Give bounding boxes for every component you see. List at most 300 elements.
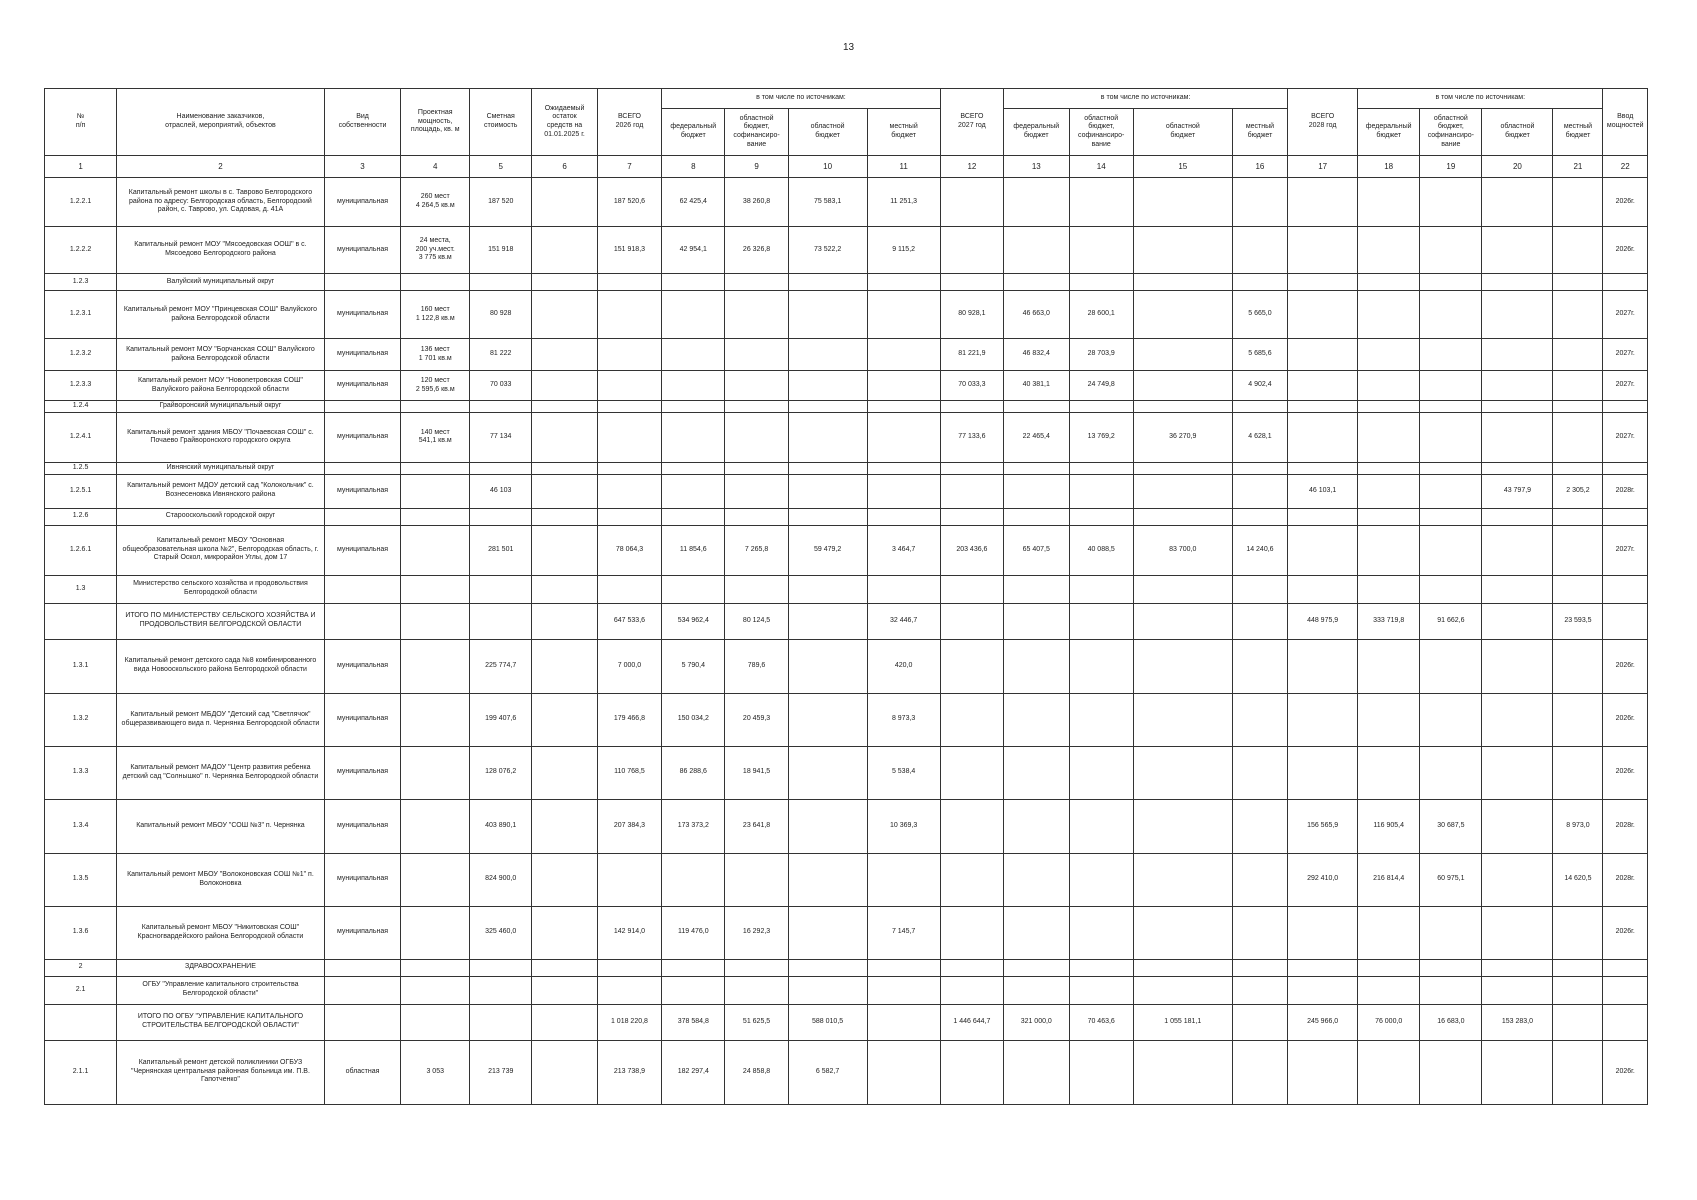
empty-cell <box>1603 959 1648 976</box>
ownership-cell: муниципальная <box>324 474 401 508</box>
empty-cell <box>662 508 725 525</box>
column-number: 14 <box>1069 156 1133 178</box>
value-cell <box>597 853 661 906</box>
empty-cell <box>532 401 597 413</box>
value-cell: 38 260,8 <box>725 178 788 227</box>
empty-cell <box>940 508 1003 525</box>
value-cell <box>1133 693 1232 746</box>
value-cell <box>1133 291 1232 339</box>
header-federal: федеральный бюджет <box>1004 109 1069 156</box>
empty-cell <box>662 401 725 413</box>
commission-year-cell: 2028г. <box>1603 799 1648 853</box>
row-code: 1.3 <box>45 575 117 603</box>
empty-cell <box>597 462 661 474</box>
value-cell <box>1232 603 1288 639</box>
value-cell <box>532 906 597 959</box>
empty-cell <box>1420 959 1482 976</box>
value-cell <box>1004 746 1069 799</box>
value-cell <box>1482 291 1553 339</box>
value-cell <box>532 1040 597 1104</box>
value-cell: 292 410,0 <box>1288 853 1358 906</box>
table-row <box>45 339 1648 371</box>
column-number: 8 <box>662 156 725 178</box>
column-number: 18 <box>1358 156 1420 178</box>
empty-cell <box>867 508 940 525</box>
ownership-cell <box>324 1004 401 1040</box>
empty-cell <box>1232 462 1288 474</box>
value-cell <box>1358 906 1420 959</box>
empty-cell <box>597 508 661 525</box>
column-number: 7 <box>597 156 661 178</box>
value-cell <box>1358 412 1420 462</box>
empty-cell <box>1482 401 1553 413</box>
section-title: Валуйский муниципальный округ <box>117 274 325 291</box>
row-name: Капитальный ремонт МОУ "Мясоедовская ООШ" в с. Мясоедово Белгородского района <box>117 227 325 274</box>
empty-cell <box>1420 462 1482 474</box>
value-cell <box>597 291 661 339</box>
value-cell <box>1482 525 1553 575</box>
empty-cell <box>1288 508 1358 525</box>
value-cell <box>1288 693 1358 746</box>
section-title: Старооскольский городской округ <box>117 508 325 525</box>
value-cell <box>1482 227 1553 274</box>
empty-cell <box>1069 274 1133 291</box>
value-cell <box>1288 525 1358 575</box>
header-regional-cofinancing: областной бюджет, софинансиро- вание <box>725 109 788 156</box>
value-cell <box>1069 227 1133 274</box>
value-cell <box>1069 853 1133 906</box>
empty-cell <box>470 401 532 413</box>
value-cell <box>1482 412 1553 462</box>
value-cell <box>532 371 597 401</box>
table-row <box>45 525 1648 575</box>
empty-cell <box>1358 401 1420 413</box>
row-name: ИТОГО ПО МИНИСТЕРСТВУ СЕЛЬСКОГО ХОЗЯЙСТВА И ПРОДОВОЛЬСТВИЯ БЕЛГОРОДСКОЙ ОБЛАСТИ <box>117 603 325 639</box>
header-sources-2027: в том числе по источникам: <box>1004 89 1288 109</box>
value-cell: 77 134 <box>470 412 532 462</box>
value-cell: 142 914,0 <box>597 906 661 959</box>
capacity-cell <box>401 639 470 693</box>
empty-cell <box>1133 976 1232 1004</box>
empty-cell <box>788 959 867 976</box>
empty-cell <box>597 959 661 976</box>
column-number: 6 <box>532 156 597 178</box>
empty-cell <box>1288 462 1358 474</box>
row-code: 1.3.5 <box>45 853 117 906</box>
empty-cell <box>867 274 940 291</box>
empty-cell <box>1553 274 1603 291</box>
ownership-cell: муниципальная <box>324 799 401 853</box>
empty-cell <box>1069 401 1133 413</box>
empty-cell <box>401 462 470 474</box>
value-cell: 1 446 644,7 <box>940 1004 1003 1040</box>
value-cell: 86 288,6 <box>662 746 725 799</box>
value-cell: 70 463,6 <box>1069 1004 1133 1040</box>
empty-cell <box>401 401 470 413</box>
empty-cell <box>1482 959 1553 976</box>
value-cell <box>662 412 725 462</box>
value-cell <box>1358 178 1420 227</box>
capacity-cell <box>401 693 470 746</box>
column-number: 2 <box>117 156 325 178</box>
row-code: 1.2.5 <box>45 462 117 474</box>
row-code: 1.2.3 <box>45 274 117 291</box>
value-cell <box>662 291 725 339</box>
ownership-cell: муниципальная <box>324 639 401 693</box>
value-cell <box>940 603 1003 639</box>
value-cell <box>1482 371 1553 401</box>
empty-cell <box>1004 575 1069 603</box>
capacity-cell <box>401 799 470 853</box>
value-cell <box>1069 474 1133 508</box>
table-row <box>45 291 1648 339</box>
value-cell <box>940 693 1003 746</box>
empty-cell <box>1420 274 1482 291</box>
column-number: 17 <box>1288 156 1358 178</box>
value-cell <box>1069 178 1133 227</box>
value-cell <box>1288 412 1358 462</box>
empty-cell <box>1232 401 1288 413</box>
ownership-cell: муниципальная <box>324 693 401 746</box>
empty-cell <box>324 508 401 525</box>
value-cell <box>1133 639 1232 693</box>
capacity-cell <box>401 474 470 508</box>
empty-cell <box>1420 508 1482 525</box>
value-cell <box>532 853 597 906</box>
empty-cell <box>662 976 725 1004</box>
value-cell: 46 832,4 <box>1004 339 1069 371</box>
value-cell: 203 436,6 <box>940 525 1003 575</box>
value-cell: 9 115,2 <box>867 227 940 274</box>
section-row <box>45 274 1648 291</box>
value-cell <box>662 339 725 371</box>
empty-cell <box>1358 462 1420 474</box>
value-cell: 62 425,4 <box>662 178 725 227</box>
value-cell <box>532 227 597 274</box>
empty-cell <box>725 575 788 603</box>
value-cell <box>1069 746 1133 799</box>
value-cell: 333 719,8 <box>1358 603 1420 639</box>
section-title: ОГБУ "Управление капитального строительства Белгородской области" <box>117 976 325 1004</box>
value-cell <box>867 474 940 508</box>
value-cell <box>1420 1040 1482 1104</box>
commission-year-cell: 2027г. <box>1603 525 1648 575</box>
empty-cell <box>1420 575 1482 603</box>
value-cell <box>1420 746 1482 799</box>
empty-cell <box>401 959 470 976</box>
row-name: Капитальный ремонт здания МБОУ "Почаевская СОШ" с. Почаево Грайворонского городского округа <box>117 412 325 462</box>
row-name: Капитальный ремонт детского сада №8 комбинированного вида Новооскольского района Белгородской области <box>117 639 325 693</box>
value-cell: 245 966,0 <box>1288 1004 1358 1040</box>
value-cell: 91 662,6 <box>1420 603 1482 639</box>
value-cell <box>1069 1040 1133 1104</box>
value-cell <box>1133 906 1232 959</box>
empty-cell <box>1553 959 1603 976</box>
column-number: 13 <box>1004 156 1069 178</box>
value-cell: 76 000,0 <box>1358 1004 1420 1040</box>
value-cell <box>1288 746 1358 799</box>
capacity-cell <box>401 1004 470 1040</box>
empty-cell <box>532 575 597 603</box>
empty-cell <box>1232 959 1288 976</box>
value-cell: 20 459,3 <box>725 693 788 746</box>
row-name: ИТОГО ПО ОГБУ "УПРАВЛЕНИЕ КАПИТАЛЬНОГО СТРОИТЕЛЬСТВА БЕЛГОРОДСКОЙ ОБЛАСТИ" <box>117 1004 325 1040</box>
value-cell <box>1420 178 1482 227</box>
value-cell: 81 222 <box>470 339 532 371</box>
ownership-cell: муниципальная <box>324 746 401 799</box>
capacity-cell <box>401 853 470 906</box>
commission-year-cell <box>1603 1004 1648 1040</box>
commission-year-cell: 2027г. <box>1603 412 1648 462</box>
value-cell <box>532 525 597 575</box>
total-row <box>45 1004 1648 1040</box>
capacity-cell <box>401 603 470 639</box>
value-cell: 42 954,1 <box>662 227 725 274</box>
value-cell: 150 034,2 <box>662 693 725 746</box>
value-cell <box>1358 227 1420 274</box>
value-cell: 16 292,3 <box>725 906 788 959</box>
commission-year-cell: 2028г. <box>1603 474 1648 508</box>
empty-cell <box>1358 976 1420 1004</box>
value-cell: 59 479,2 <box>788 525 867 575</box>
column-number: 3 <box>324 156 401 178</box>
value-cell: 24 749,8 <box>1069 371 1133 401</box>
row-code: 1.3.3 <box>45 746 117 799</box>
capacity-cell: 120 мест 2 595,6 кв.м <box>401 371 470 401</box>
empty-cell <box>1004 976 1069 1004</box>
empty-cell <box>1603 508 1648 525</box>
empty-cell <box>1069 508 1133 525</box>
value-cell <box>1553 639 1603 693</box>
empty-cell <box>867 575 940 603</box>
capacity-cell: 136 мест 1 701 кв.м <box>401 339 470 371</box>
value-cell <box>867 412 940 462</box>
value-cell <box>1482 178 1553 227</box>
empty-cell <box>940 274 1003 291</box>
value-cell <box>788 906 867 959</box>
value-cell: 5 685,6 <box>1232 339 1288 371</box>
value-cell <box>1133 603 1232 639</box>
row-name: Капитальный ремонт МОУ "Борчанская СОШ" Валуйского района Белгородской области <box>117 339 325 371</box>
empty-cell <box>1482 575 1553 603</box>
row-name: Капитальный ремонт МБДОУ "Детский сад "Светлячок" общеразвивающего вида п. Чернянка Белгородской области <box>117 693 325 746</box>
commission-year-cell: 2027г. <box>1603 291 1648 339</box>
value-cell <box>1482 639 1553 693</box>
row-name: Капитальный ремонт МБОУ "СОШ №3" п. Чернянка <box>117 799 325 853</box>
row-name: Капитальный ремонт школы в с. Таврово Белгородского района по адресу: Белгородская область, Белгородский район, с. Таврово, ул. Садовая, д. 41А <box>117 178 325 227</box>
section-title: ЗДРАВООХРАНЕНИЕ <box>117 959 325 976</box>
value-cell <box>1482 906 1553 959</box>
empty-cell <box>532 976 597 1004</box>
empty-cell <box>1004 508 1069 525</box>
value-cell <box>1553 746 1603 799</box>
value-cell <box>867 339 940 371</box>
row-code <box>45 603 117 639</box>
table-row <box>45 906 1648 959</box>
empty-cell <box>1553 976 1603 1004</box>
value-cell <box>1004 853 1069 906</box>
value-cell <box>940 1040 1003 1104</box>
empty-cell <box>1004 401 1069 413</box>
row-code: 1.2.3.2 <box>45 339 117 371</box>
empty-cell <box>940 976 1003 1004</box>
value-cell: 77 133,6 <box>940 412 1003 462</box>
value-cell <box>1004 906 1069 959</box>
value-cell <box>532 746 597 799</box>
column-number: 16 <box>1232 156 1288 178</box>
value-cell: 75 583,1 <box>788 178 867 227</box>
row-code: 2 <box>45 959 117 976</box>
value-cell <box>1420 412 1482 462</box>
value-cell <box>725 339 788 371</box>
value-cell: 46 103,1 <box>1288 474 1358 508</box>
value-cell: 78 064,3 <box>597 525 661 575</box>
value-cell: 23 641,8 <box>725 799 788 853</box>
row-code: 1.2.3.1 <box>45 291 117 339</box>
value-cell <box>1133 371 1232 401</box>
value-cell: 403 890,1 <box>470 799 532 853</box>
value-cell <box>1420 525 1482 575</box>
value-cell <box>1420 693 1482 746</box>
value-cell: 14 240,6 <box>1232 525 1288 575</box>
value-cell <box>1553 1004 1603 1040</box>
value-cell <box>1358 371 1420 401</box>
row-name: Капитальный ремонт детской поликлиники ОГБУЗ "Чернянская центральная районная больница им. П.В. Гапотченко" <box>117 1040 325 1104</box>
column-number: 20 <box>1482 156 1553 178</box>
empty-cell <box>1420 401 1482 413</box>
section-row <box>45 508 1648 525</box>
value-cell: 225 774,7 <box>470 639 532 693</box>
empty-cell <box>1358 575 1420 603</box>
value-cell <box>532 339 597 371</box>
empty-cell <box>1133 462 1232 474</box>
column-number: 9 <box>725 156 788 178</box>
value-cell: 151 918,3 <box>597 227 661 274</box>
value-cell <box>1069 639 1133 693</box>
value-cell <box>1553 525 1603 575</box>
header-regional: областной бюджет <box>1133 109 1232 156</box>
value-cell <box>1232 1040 1288 1104</box>
empty-cell <box>940 959 1003 976</box>
empty-cell <box>1482 976 1553 1004</box>
empty-cell <box>1288 575 1358 603</box>
empty-cell <box>470 976 532 1004</box>
value-cell <box>725 291 788 339</box>
row-code: 1.2.5.1 <box>45 474 117 508</box>
ownership-cell: муниципальная <box>324 291 401 339</box>
row-name: Капитальный ремонт МДОУ детский сад "Колокольчик" с. Вознесеновка Ивнянского района <box>117 474 325 508</box>
empty-cell <box>1133 274 1232 291</box>
value-cell <box>1553 906 1603 959</box>
header-federal: федеральный бюджет <box>1358 109 1420 156</box>
empty-cell <box>1288 274 1358 291</box>
row-name: Капитальный ремонт МАДОУ "Центр развития ребенка детский сад "Солнышко" п. Чернянка Белгородской области <box>117 746 325 799</box>
commission-year-cell: 2026г. <box>1603 746 1648 799</box>
value-cell <box>867 1004 940 1040</box>
value-cell <box>1133 178 1232 227</box>
value-cell: 2 305,2 <box>1553 474 1603 508</box>
section-title: Грайворонский муниципальный округ <box>117 401 325 413</box>
value-cell: 824 900,0 <box>470 853 532 906</box>
value-cell: 36 270,9 <box>1133 412 1232 462</box>
empty-cell <box>1232 508 1288 525</box>
value-cell: 321 000,0 <box>1004 1004 1069 1040</box>
row-code: 1.2.4 <box>45 401 117 413</box>
value-cell <box>662 371 725 401</box>
empty-cell <box>1288 959 1358 976</box>
commission-year-cell: 2026г. <box>1603 906 1648 959</box>
row-code: 1.2.3.3 <box>45 371 117 401</box>
commission-year-cell: 2027г. <box>1603 371 1648 401</box>
value-cell <box>1482 746 1553 799</box>
value-cell <box>1133 474 1232 508</box>
value-cell <box>1232 746 1288 799</box>
empty-cell <box>1482 462 1553 474</box>
value-cell <box>1482 853 1553 906</box>
empty-cell <box>1553 508 1603 525</box>
value-cell: 420,0 <box>867 639 940 693</box>
value-cell <box>1133 227 1232 274</box>
row-code: 1.3.4 <box>45 799 117 853</box>
value-cell: 182 297,4 <box>662 1040 725 1104</box>
value-cell: 60 975,1 <box>1420 853 1482 906</box>
table-row <box>45 746 1648 799</box>
empty-cell <box>788 976 867 1004</box>
empty-cell <box>1069 575 1133 603</box>
capacity-cell: 260 мест 4 264,5 кв.м <box>401 178 470 227</box>
empty-cell <box>788 401 867 413</box>
table-row <box>45 178 1648 227</box>
row-code: 1.3.2 <box>45 693 117 746</box>
value-cell <box>1133 1040 1232 1104</box>
value-cell: 28 600,1 <box>1069 291 1133 339</box>
header-sources-2026: в том числе по источникам: <box>662 89 941 109</box>
investment-program-table <box>44 88 1648 1105</box>
empty-cell <box>597 274 661 291</box>
value-cell: 6 582,7 <box>788 1040 867 1104</box>
value-cell: 216 814,4 <box>1358 853 1420 906</box>
value-cell <box>1004 693 1069 746</box>
value-cell <box>1069 603 1133 639</box>
row-code: 2.1.1 <box>45 1040 117 1104</box>
value-cell <box>1420 639 1482 693</box>
row-code <box>45 1004 117 1040</box>
header-ownership: Вид собственности <box>324 89 401 156</box>
capacity-cell: 140 мест 541,1 кв.м <box>401 412 470 462</box>
section-title: Ивнянский муниципальный округ <box>117 462 325 474</box>
row-name: Капитальный ремонт МБОУ "Никитовская СОШ" Красногвардейского района Белгородской области <box>117 906 325 959</box>
empty-cell <box>1133 508 1232 525</box>
row-name: Капитальный ремонт МБОУ "Основная общеобразовательная школа №2", Белгородская область, г. Старый Оскол, микрорайон Углы, дом 17 <box>117 525 325 575</box>
value-cell <box>725 371 788 401</box>
value-cell <box>1420 474 1482 508</box>
capacity-cell: 24 места, 200 уч.мест. 3 775 кв.м <box>401 227 470 274</box>
row-code: 1.3.1 <box>45 639 117 693</box>
value-cell: 128 076,2 <box>470 746 532 799</box>
column-number: 5 <box>470 156 532 178</box>
value-cell <box>532 412 597 462</box>
value-cell: 10 369,3 <box>867 799 940 853</box>
header-total-2027: ВСЕГО 2027 год <box>940 89 1003 156</box>
value-cell: 70 033,3 <box>940 371 1003 401</box>
header-regional-cofinancing: областной бюджет, софинансиро- вание <box>1069 109 1133 156</box>
value-cell: 18 941,5 <box>725 746 788 799</box>
header-regional: областной бюджет <box>1482 109 1553 156</box>
empty-cell <box>940 462 1003 474</box>
commission-year-cell: 2026г. <box>1603 693 1648 746</box>
value-cell <box>1553 339 1603 371</box>
row-code: 1.2.6 <box>45 508 117 525</box>
